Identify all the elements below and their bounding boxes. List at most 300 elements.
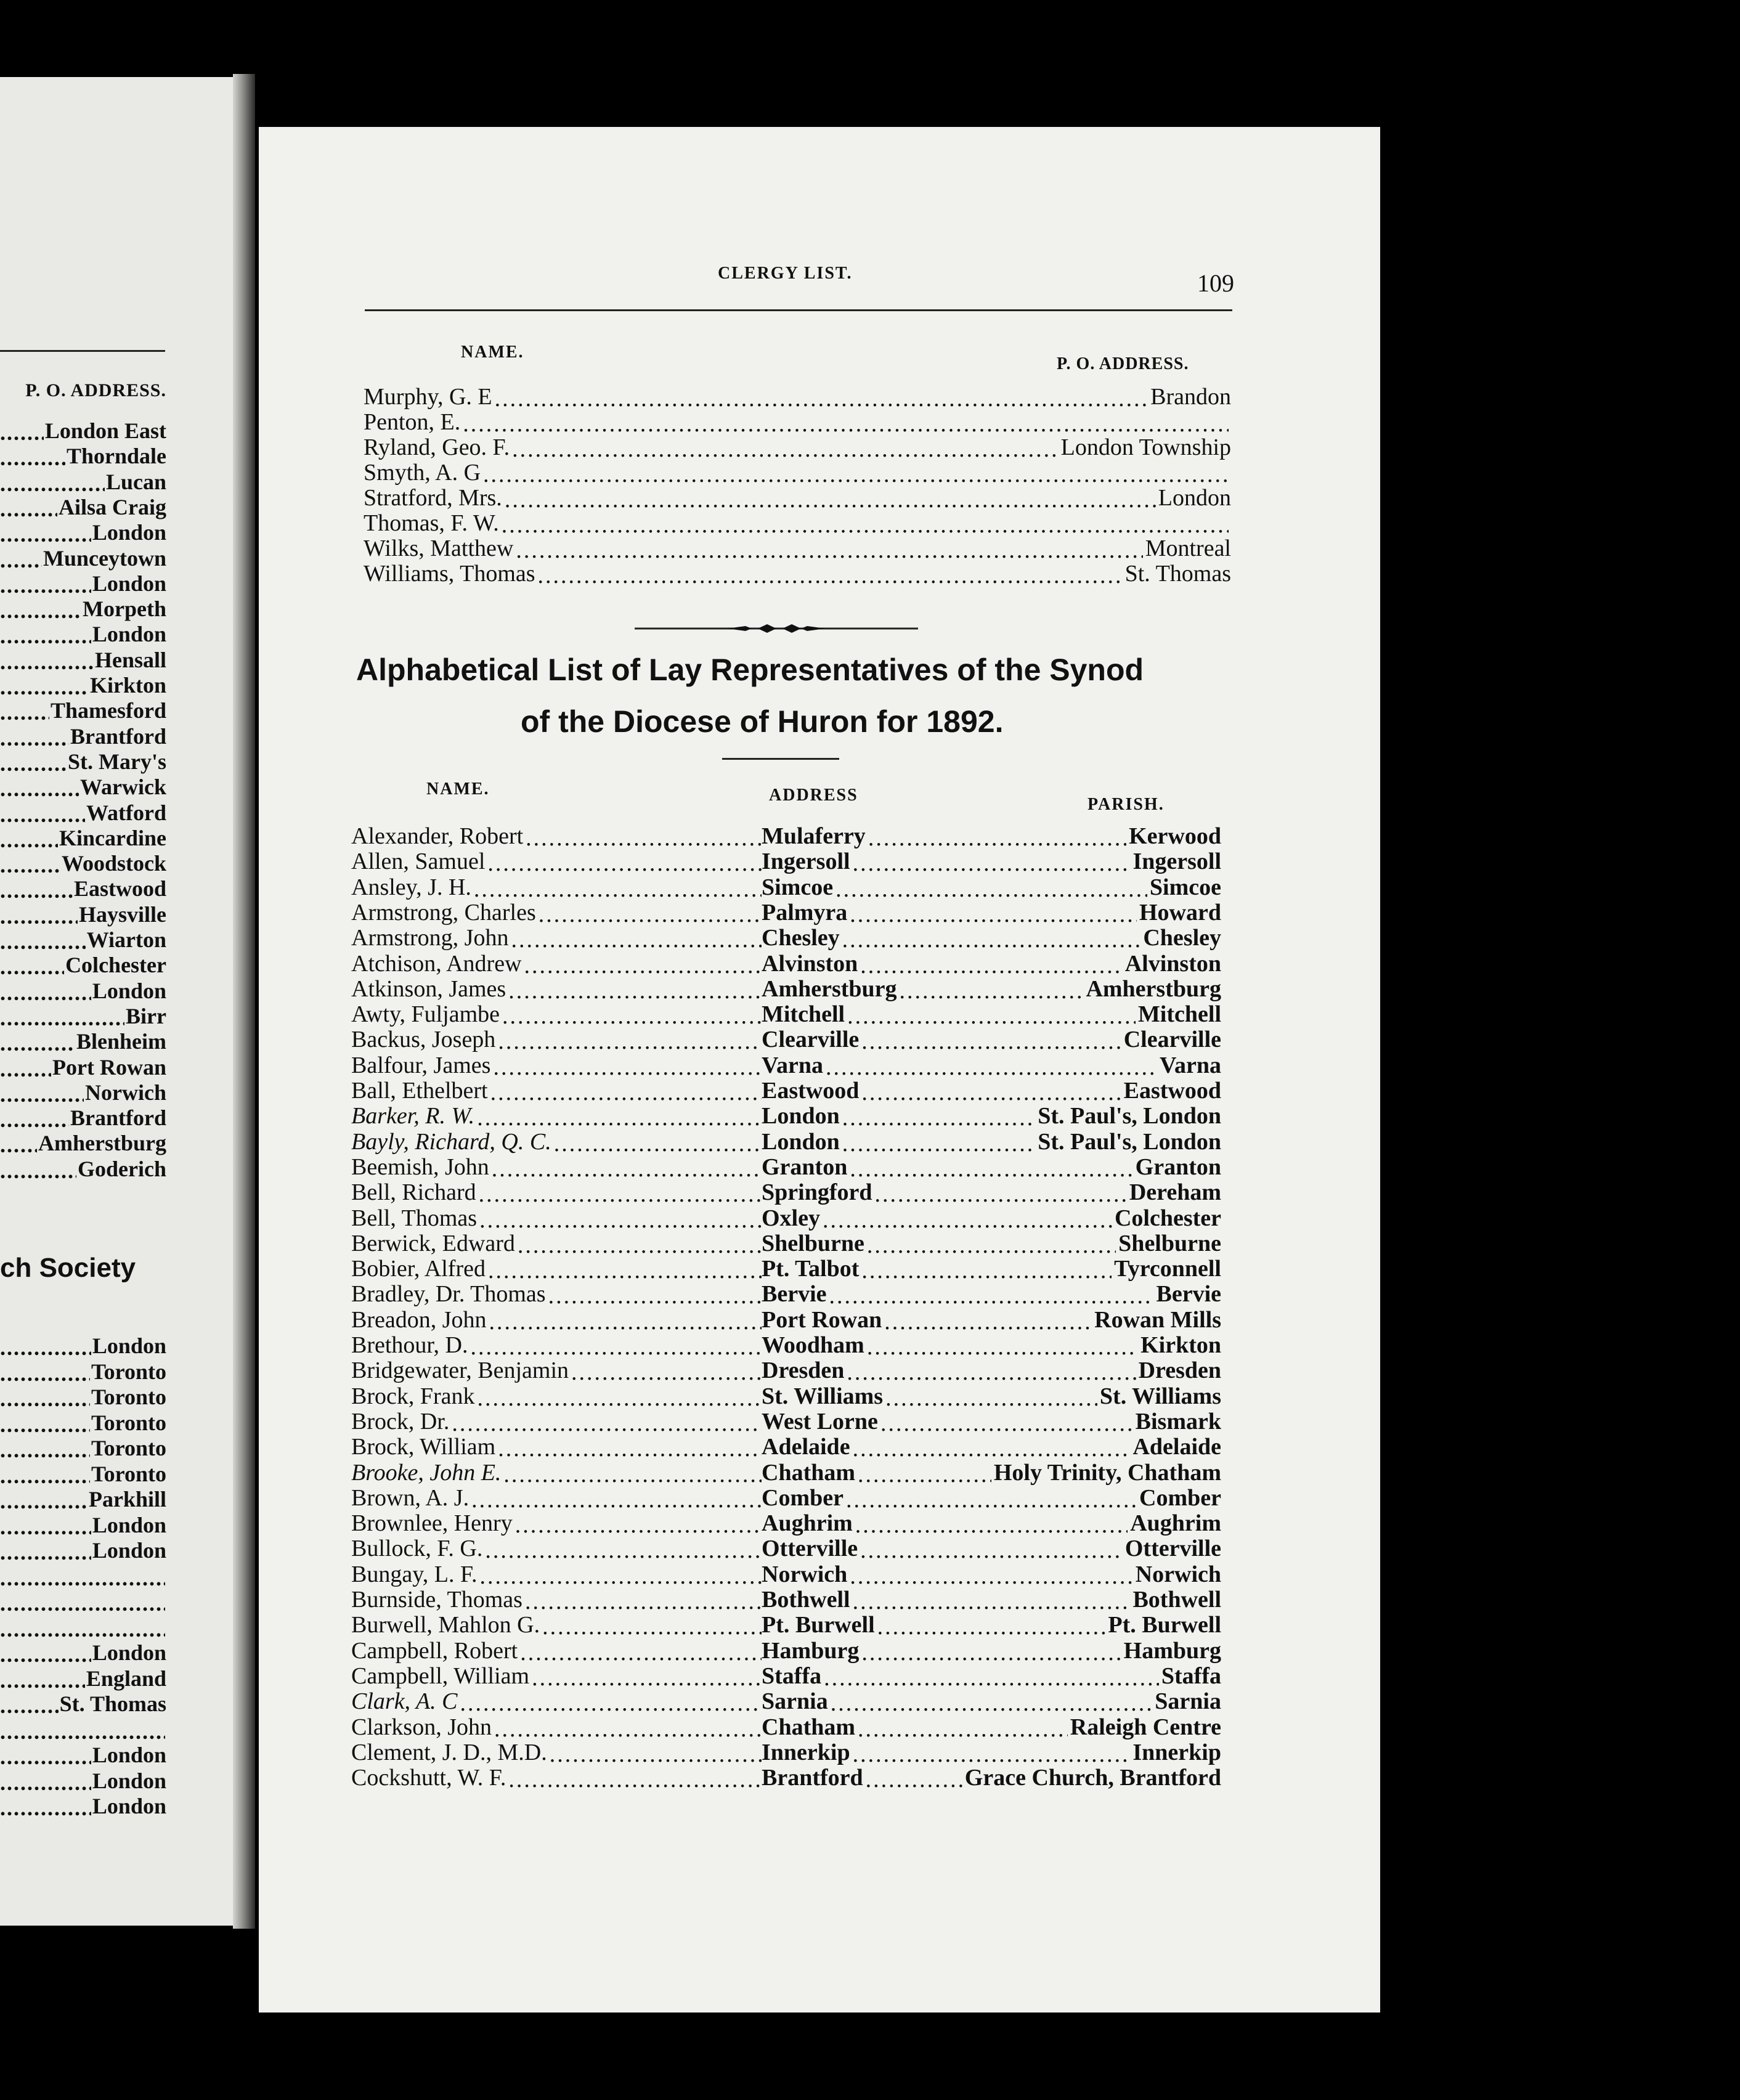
clergy-row: [364, 511, 1231, 537]
lay-name: Breadon, John: [351, 1306, 487, 1333]
ornament-divider: [635, 622, 918, 635]
left-section-heading: ch Society: [0, 1253, 136, 1283]
name-cell: [351, 824, 762, 850]
left-address-row: [0, 1157, 166, 1182]
lay-address: Mitchell: [762, 1001, 845, 1028]
dot-leader: [0, 1388, 90, 1410]
name-cell: [351, 1588, 762, 1613]
left-address: London: [92, 571, 166, 596]
left-address: Thorndale: [66, 444, 166, 469]
left-address-row: [0, 775, 166, 800]
address-parish-cell: [762, 824, 1221, 850]
clergy-address: Montreal: [1145, 535, 1231, 561]
dot-leader: [487, 852, 762, 875]
left-address-row: [0, 495, 166, 520]
lay-row: [351, 1639, 1221, 1664]
left-address-row: [0, 801, 166, 826]
lay-row: [351, 1333, 1221, 1359]
left-address-row: [0, 1056, 166, 1080]
left-address-row: [0, 1106, 166, 1131]
dot-leader: [498, 1437, 762, 1460]
left-address: Kincardine: [59, 825, 166, 850]
lay-address: Springford: [762, 1179, 872, 1206]
address-parish-cell: [762, 1690, 1221, 1715]
dot-leader: [489, 1310, 762, 1333]
dot-leader: [0, 1160, 76, 1182]
lay-parish: Bothwell: [1132, 1587, 1221, 1613]
lay-row: [351, 1512, 1221, 1537]
address-parish-cell: [762, 1613, 1221, 1638]
left-society-address: London: [92, 1640, 166, 1665]
lay-parish: St. Paul's, London: [1038, 1128, 1221, 1155]
lay-name: Ball, Ethelbert: [351, 1078, 488, 1104]
left-address: Brantford: [70, 1105, 166, 1131]
dot-leader: [0, 1772, 91, 1794]
left-address-row: [0, 852, 166, 876]
name-cell: [351, 876, 762, 901]
address-parish-cell: [762, 1512, 1221, 1537]
dot-leader: [0, 752, 67, 775]
left-address: Birr: [126, 1003, 166, 1028]
clergy-address-header: P. O. ADDRESS.: [1057, 354, 1189, 373]
address-parish-cell: [762, 901, 1221, 926]
clergy-name-header: NAME.: [461, 343, 524, 362]
address-parish-cell: [762, 1537, 1221, 1562]
name-cell: [351, 1537, 762, 1562]
lay-parish: Simcoe: [1149, 874, 1221, 900]
dot-leader: [867, 1335, 1138, 1359]
left-address-row: [0, 597, 166, 622]
lay-row: [351, 1181, 1221, 1206]
name-cell: [351, 1613, 762, 1638]
dot-leader: [493, 1056, 762, 1079]
address-parish-cell: [762, 1486, 1221, 1512]
address-parish-cell: [762, 1054, 1221, 1079]
left-header-rule: [0, 350, 165, 352]
left-society-address: London: [92, 1794, 166, 1818]
lay-name: Clarkson, John: [351, 1714, 492, 1740]
dot-leader: [508, 1768, 762, 1791]
dot-leader: [495, 387, 1148, 410]
left-address: Kirkton: [89, 673, 166, 698]
dot-leader: [498, 1030, 762, 1053]
lay-parish: Ingersoll: [1132, 849, 1221, 875]
dot-leader: [829, 1284, 1154, 1308]
lay-address: Aughrim: [762, 1510, 853, 1537]
left-address-row: [0, 953, 166, 978]
dot-leader: [880, 1412, 1133, 1435]
name-cell: [351, 1232, 762, 1257]
left-address: Goderich: [78, 1156, 166, 1181]
left-address-row: [0, 750, 166, 775]
lay-parish: Grace Church, Brantford: [964, 1765, 1221, 1791]
lay-parish: Innerkip: [1132, 1739, 1221, 1765]
lay-address: Hamburg: [762, 1637, 860, 1664]
lay-parish: Varna: [1160, 1052, 1221, 1078]
lay-address: Pt. Burwell: [762, 1612, 875, 1638]
dot-leader: [511, 928, 762, 951]
clergy-address: London Township: [1060, 434, 1231, 460]
left-society-row: [0, 1616, 166, 1640]
left-address-row: [0, 547, 166, 571]
left-address-row: [0, 419, 166, 444]
left-society-address: England: [86, 1666, 166, 1691]
name-cell: [351, 1155, 762, 1181]
lay-parish: Granton: [1135, 1154, 1221, 1180]
left-address: London East: [44, 418, 166, 443]
clergy-name: Stratford, Mrs.: [364, 485, 502, 511]
dot-leader: [479, 1208, 762, 1232]
dot-leader: [0, 1007, 124, 1029]
left-address-row: [0, 622, 166, 647]
lay-row: [351, 1385, 1221, 1410]
address-parish-cell: [762, 1232, 1221, 1257]
lay-name: Bayly, Richard, Q. C.: [351, 1128, 551, 1155]
dot-leader: [0, 1134, 37, 1156]
dot-leader: [858, 1463, 991, 1486]
lay-address: Simcoe: [762, 874, 834, 900]
lay-row: [351, 1079, 1221, 1104]
dot-leader: [831, 1691, 1153, 1715]
lay-parish: Dereham: [1129, 1179, 1221, 1206]
left-address: Brantford: [70, 723, 166, 749]
lay-row: [351, 1207, 1221, 1232]
dot-leader: [861, 1259, 1112, 1282]
dot-leader: [488, 1259, 762, 1282]
lay-row: [351, 1359, 1221, 1384]
clergy-address: Brandon: [1150, 384, 1231, 410]
dot-leader: [868, 826, 1126, 850]
lay-parish: Alvinston: [1124, 950, 1221, 977]
left-society-address: London: [92, 1538, 166, 1563]
address-parish-cell: [762, 1563, 1221, 1588]
dot-leader: [526, 826, 762, 850]
address-parish-cell: [762, 1588, 1221, 1613]
lay-name: Bungay, L. F.: [351, 1561, 478, 1587]
lay-name: Brooke, John E.: [351, 1459, 502, 1486]
dot-leader: [520, 1641, 762, 1664]
address-parish-cell: [762, 1155, 1221, 1181]
left-address: Thamesford: [51, 698, 166, 723]
lay-row: [351, 1613, 1221, 1638]
left-society-address: Toronto: [91, 1436, 166, 1460]
name-cell: [351, 1486, 762, 1512]
lay-address: Alvinston: [762, 950, 858, 977]
dot-leader: [0, 1643, 91, 1666]
lay-row: [351, 1664, 1221, 1690]
lay-row: [351, 977, 1221, 1003]
address-parish-cell: [762, 1130, 1221, 1155]
lay-row: [351, 1715, 1221, 1741]
lay-name: Bradley, Dr. Thomas: [351, 1281, 546, 1308]
dot-leader: [884, 1310, 1092, 1333]
dot-leader: [860, 1539, 1123, 1562]
dot-leader: [861, 1641, 1121, 1664]
clergy-name: Williams, Thomas: [364, 561, 535, 587]
dot-leader: [0, 1797, 91, 1819]
lay-address: Adelaide: [762, 1434, 850, 1460]
name-cell: [351, 1308, 762, 1333]
left-address-row: [0, 1131, 166, 1156]
lay-row: [351, 1537, 1221, 1562]
lay-parish: Adelaide: [1132, 1434, 1221, 1460]
lay-parish: Norwich: [1135, 1561, 1221, 1587]
left-society-row: [0, 1769, 166, 1794]
lay-address: Shelburne: [762, 1230, 864, 1256]
left-address: London: [92, 520, 166, 545]
left-column-header: P. O. ADDRESS.: [25, 380, 166, 401]
clergy-name: Ryland, Geo. F.: [364, 434, 510, 460]
clergy-address: St. Thomas: [1124, 561, 1231, 587]
address-parish-cell: [762, 1741, 1221, 1766]
dot-leader: [853, 1743, 1131, 1766]
lay-row: [351, 1003, 1221, 1028]
lay-row: [351, 1028, 1221, 1053]
dot-leader: [0, 1541, 91, 1563]
left-address-row: [0, 1081, 166, 1105]
address-parish-cell: [762, 1359, 1221, 1384]
left-address: Eastwood: [73, 876, 166, 901]
dot-leader: [485, 1539, 762, 1562]
dot-leader: [0, 651, 94, 673]
name-cell: [351, 1130, 762, 1155]
name-cell: [351, 850, 762, 875]
dot-leader: [855, 1513, 1128, 1537]
left-address-row: [0, 1004, 166, 1029]
lay-name: Brethour, D.: [351, 1332, 468, 1358]
lay-name: Bullock, F. G.: [351, 1536, 483, 1562]
dot-leader: [0, 829, 58, 851]
dot-leader: [0, 727, 69, 749]
clergy-name: Thomas, F. W.: [364, 510, 499, 536]
lay-row: [351, 1690, 1221, 1715]
lay-row: [351, 1308, 1221, 1333]
dot-leader: [0, 1337, 91, 1359]
lay-address: Oxley: [762, 1205, 820, 1231]
address-parish-cell: [762, 1385, 1221, 1410]
dot-leader: [847, 1004, 1136, 1028]
left-society-row: [0, 1718, 166, 1743]
dot-leader: [900, 979, 1084, 1003]
lay-parish: Pt. Burwell: [1108, 1612, 1221, 1638]
dot-leader: [0, 982, 91, 1004]
lay-address: Ingersoll: [762, 849, 850, 875]
lay-parish: Shelburne: [1118, 1230, 1221, 1256]
clergy-name: Murphy, G. E: [364, 384, 492, 410]
lay-row: [351, 1257, 1221, 1282]
dot-leader: [842, 1132, 1035, 1155]
dot-leader: [550, 1743, 762, 1766]
left-address: Lucan: [105, 469, 166, 494]
left-address: Munceytown: [43, 545, 166, 571]
clergy-address: London: [1158, 485, 1231, 511]
left-address: Ailsa Craig: [59, 494, 166, 519]
name-cell: [351, 1003, 762, 1028]
lay-address: Granton: [762, 1154, 848, 1180]
dot-leader: [452, 1412, 762, 1435]
dot-leader: [0, 1490, 87, 1512]
address-parish-cell: [762, 1664, 1221, 1690]
left-address-row: [0, 699, 166, 723]
lay-address: Port Rowan: [762, 1306, 882, 1333]
left-address-row: [0, 903, 166, 927]
name-cell: [351, 1435, 762, 1460]
lay-row: [351, 1410, 1221, 1435]
lay-parish: Clearville: [1123, 1027, 1221, 1053]
dot-leader: [0, 1032, 75, 1054]
lay-row: [351, 1435, 1221, 1460]
left-society-address: London: [92, 1768, 166, 1793]
left-society-address: Toronto: [91, 1359, 166, 1384]
dot-leader: [505, 488, 1156, 511]
running-head: CLERGY LIST.: [718, 264, 853, 283]
lay-name: Brown, A. J.: [351, 1484, 470, 1511]
dot-leader: [0, 804, 85, 826]
left-page: [0, 77, 233, 1926]
name-cell: [351, 1257, 762, 1282]
dot-leader: [826, 1056, 1157, 1079]
lay-name: Alexander, Robert: [351, 823, 524, 849]
lay-name: Bell, Thomas: [351, 1205, 478, 1231]
dot-leader: [0, 1669, 85, 1691]
address-parish-cell: [762, 1410, 1221, 1435]
left-society-row: [0, 1513, 166, 1538]
left-address: Haysville: [79, 901, 166, 927]
dot-leader: [478, 1386, 762, 1410]
title-rule: [722, 758, 839, 760]
address-parish-cell: [762, 850, 1221, 875]
dot-leader: [860, 954, 1122, 977]
dot-leader: [508, 979, 762, 1003]
lay-address: Bothwell: [762, 1587, 850, 1613]
lay-address: Brantford: [762, 1765, 863, 1791]
name-cell: [351, 926, 762, 951]
dot-leader: [474, 877, 762, 901]
dot-leader: [492, 1157, 762, 1181]
left-address: St. Mary's: [68, 749, 166, 774]
name-cell: [351, 1104, 762, 1129]
lay-name: Brock, Dr.: [351, 1408, 450, 1435]
left-address-row: [0, 521, 166, 545]
name-cell: [351, 1410, 762, 1435]
name-cell: [351, 1461, 762, 1486]
name-cell: [351, 1282, 762, 1308]
left-address-row: [0, 725, 166, 749]
title-line-2: of the Diocese of Huron for 1892.: [521, 704, 1004, 739]
left-society-row: [0, 1641, 166, 1666]
clergy-row: [364, 561, 1231, 587]
dot-leader: [524, 954, 762, 977]
dot-leader: [479, 1182, 762, 1206]
lay-row: [351, 901, 1221, 926]
name-cell: [351, 1207, 762, 1232]
lay-name: Ansley, J. H.: [351, 874, 471, 900]
dot-leader: [480, 1565, 762, 1588]
left-address: Watford: [86, 800, 166, 825]
dot-leader: [824, 1666, 1159, 1690]
left-society-row: [0, 1590, 166, 1614]
dot-leader: [0, 549, 42, 571]
lay-address: Varna: [762, 1052, 823, 1078]
left-society-row: [0, 1743, 166, 1768]
clergy-name: Smyth, A. G: [364, 460, 481, 486]
lay-name: Atkinson, James: [351, 975, 506, 1002]
lay-name: Armstrong, Charles: [351, 899, 536, 926]
address-parish-cell: [762, 926, 1221, 951]
left-address-row: [0, 826, 166, 851]
lay-row: [351, 1563, 1221, 1588]
clergy-row: [364, 385, 1231, 410]
lay-parish: Aughrim: [1130, 1510, 1221, 1537]
address-parish-cell: [762, 1308, 1221, 1333]
dot-leader: [502, 1004, 762, 1028]
dot-leader: [460, 1691, 762, 1715]
address-parish-cell: [762, 1435, 1221, 1460]
dot-leader: [515, 1513, 762, 1537]
name-cell: [351, 977, 762, 1003]
dot-leader: [542, 1615, 762, 1638]
left-society-row: [0, 1436, 166, 1461]
dot-leader: [0, 1695, 59, 1717]
lay-address: Chatham: [762, 1459, 856, 1486]
lay-address: Mulaferry: [762, 823, 866, 849]
left-address: Warwick: [80, 775, 166, 800]
lay-address: Comber: [762, 1484, 844, 1511]
dot-leader: [483, 463, 1229, 486]
left-society-address: Toronto: [91, 1410, 166, 1435]
dot-leader: [885, 1386, 1097, 1410]
dot-leader: [877, 1615, 1106, 1638]
left-address-row: [0, 877, 166, 901]
left-society-row: [0, 1385, 166, 1410]
left-address-row: [0, 674, 166, 698]
lay-name: Backus, Joseph: [351, 1027, 496, 1053]
left-address: London: [92, 622, 166, 647]
dot-leader: [463, 412, 1229, 436]
lay-name: Bell, Richard: [351, 1179, 476, 1206]
address-parish-cell: [762, 1715, 1221, 1741]
address-parish-cell: [762, 1207, 1221, 1232]
name-cell: [351, 1385, 762, 1410]
left-society-address: Toronto: [91, 1385, 166, 1409]
address-parish-cell: [762, 1104, 1221, 1129]
address-parish-cell: [762, 1333, 1221, 1359]
clergy-name: Penton, E.: [364, 409, 461, 435]
lay-row: [351, 876, 1221, 901]
address-parish-cell: [762, 977, 1221, 1003]
address-parish-cell: [762, 1028, 1221, 1053]
lay-address: Pt. Talbot: [762, 1256, 860, 1282]
lay-address-header: ADDRESS: [769, 786, 858, 805]
dot-leader: [0, 1362, 90, 1385]
lay-name: Brock, Frank: [351, 1383, 475, 1409]
left-address-row: [0, 470, 166, 495]
dot-leader: [548, 1284, 762, 1308]
left-address: Colchester: [65, 953, 166, 978]
left-address: Port Rowan: [52, 1054, 166, 1080]
name-cell: [351, 1563, 762, 1588]
left-address: Wiarton: [86, 927, 166, 952]
dot-leader: [0, 930, 86, 953]
left-address-row: [0, 1030, 166, 1054]
lay-row: [351, 1741, 1221, 1766]
name-cell: [351, 1664, 762, 1690]
lay-parish: Kirkton: [1140, 1332, 1221, 1358]
lay-address: West Lorne: [762, 1408, 878, 1435]
dot-leader: [471, 1488, 762, 1512]
lay-parish: St. Williams: [1099, 1383, 1221, 1409]
lay-name: Atchison, Andrew: [351, 950, 522, 977]
